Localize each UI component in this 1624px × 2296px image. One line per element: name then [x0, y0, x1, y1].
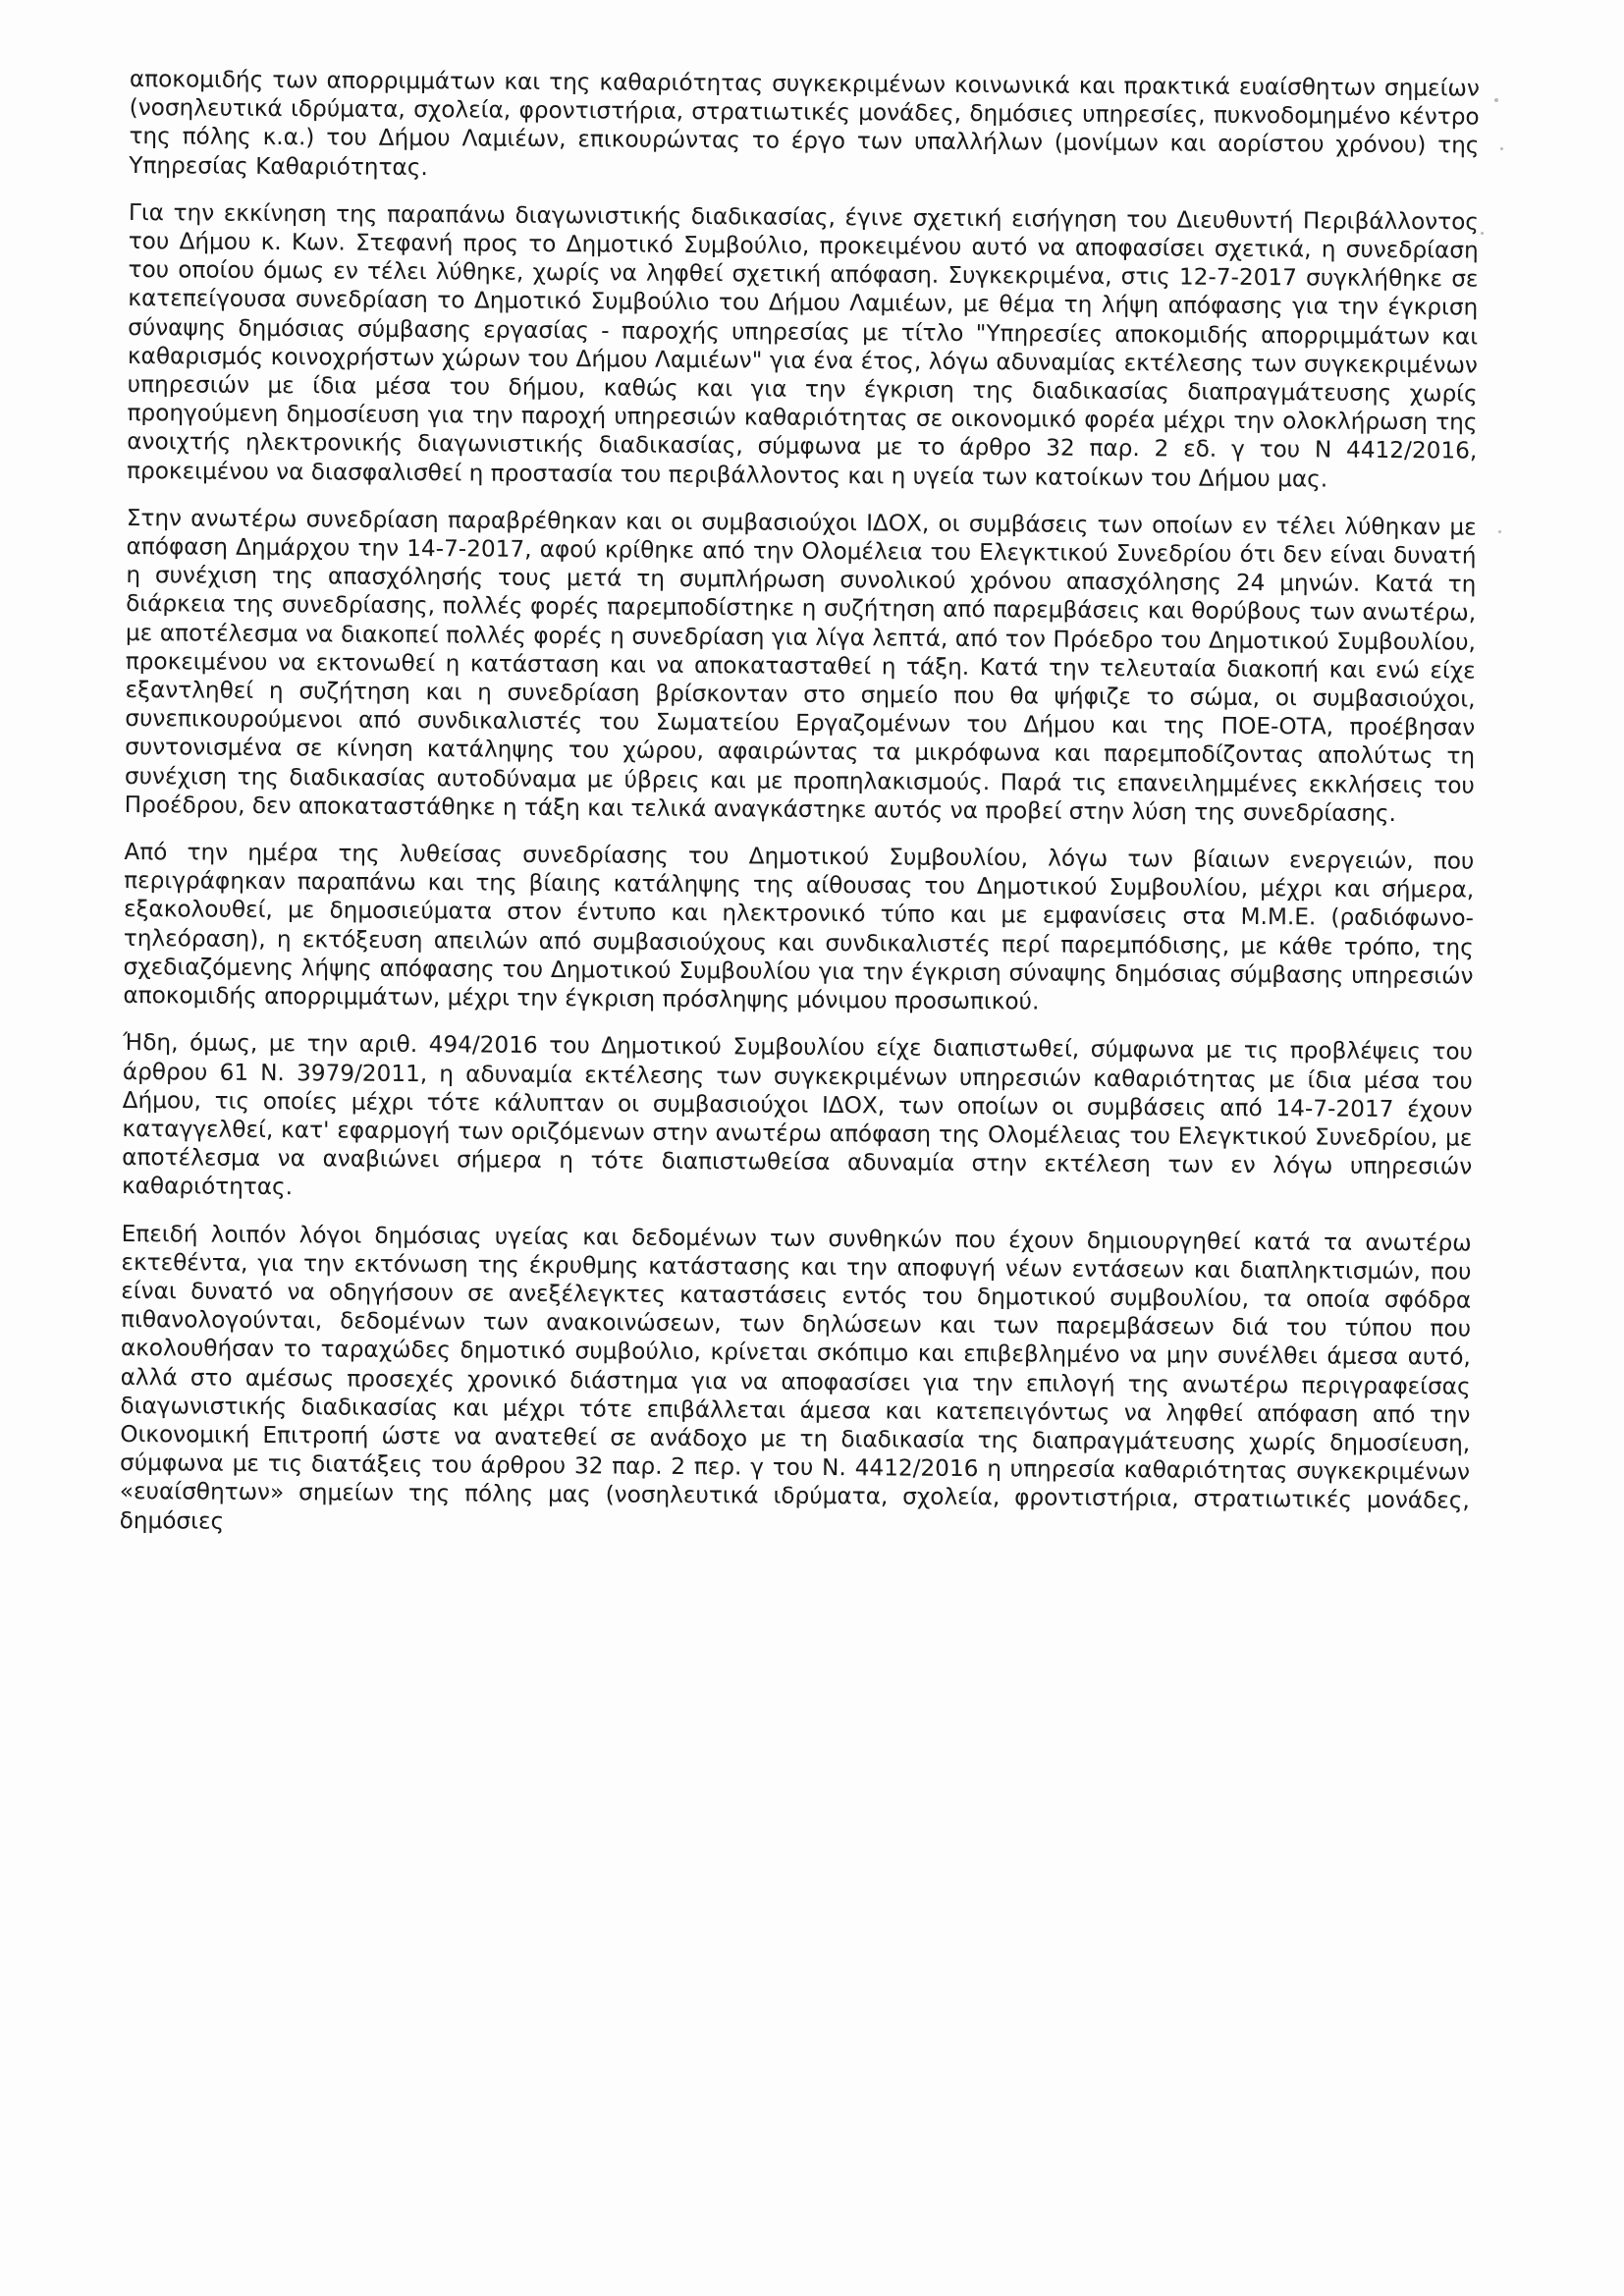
document-body: [119, 65, 1480, 1562]
scan-speck: [1481, 232, 1484, 235]
paragraph-4: Από την ημέρα της λυθείσας συνεδρίασης του Δημοτικού Συμβουλίου, λόγω των βίαιων ενεργειών, που περιγράφηκαν παραπάνω και της βίαιης κατάληψης της αίθουσας του Δημοτικού Συμβουλίου, μέχρι και σήμερα, εξακολουθεί, με δημοσιεύματα στον έντυπο και ηλεκτρονικό τύπο και με εμφανίσεις στα Μ.Μ.Ε. (ραδιόφωνο-τηλεόραση), η εκτόξευση απειλών από συμβασιούχους και συνδικαλιστές περί παρεμπόδισης, με κάθε τρόπο, της σχεδιαζόμενης λήψης απόφασης του Δημοτικού Συμβουλίου για την έγκριση σύναψης δημόσιας σύμβασης υπηρεσιών αποκομιδής απορριμμάτων, μέχρι την έγκριση πρόσληψης μόνιμου προσωπικού.: [123, 839, 1475, 1015]
scan-speck: [1494, 98, 1498, 102]
paragraph-5: Ήδη, όμως, με την αριθ. 494/2016 του Δημοτικού Συμβουλίου είχε διαπιστωθεί, σύμφωνα με τις προβλέψεις του άρθρου 61 Ν. 3979/2011, η αδυναμία εκτέλεσης των συγκεκριμένων υπηρεσιών καθαριότητας με ίδια μέσα του Δήμου, τις οποίες μέχρι τότε κάλυπταν οι συμβασιούχοι ΙΔΟΧ, των οποίων οι συμβάσεις από 14-7-2017 έχουν καταγγελθεί, κατ' εφαρμογή των οριζόμενων στην ανωτέρω απόφαση της Ολομέλειας του Ελεγκτικού Συνεδρίου, με αποτέλεσμα να αναβιώνει σήμερα η τότε διαπιστωθείσα αδυναμία στην εκτέλεση των εν λόγω υπηρεσιών καθαριότητας.: [121, 1029, 1474, 1201]
paragraph-3: Στην ανωτέρω συνεδρίαση παραβρέθηκαν και οι συμβασιούχοι ΙΔΟΧ, οι συμβάσεις των οποίων εν τέλει λύθηκαν με απόφαση Δημάρχου την 14-7-2017, αφού κρίθηκε από την Ολομέλεια του Ελεγκτικού Συνεδρίου ότι δεν είναι δυνατή η συνέχιση της απασχόλησής τους μετά τη συμπλήρωση συνολικού χρόνου απασχόλησης 24 μηνών. Κατά τη διάρκεια της συνεδρίασης, πολλές φορές παρεμποδίστηκε η συζήτηση από παρεμβάσεις και θορύβους των ανωτέρω, με αποτέλεσμα να διακοπεί πολλές φορές η συνεδρίαση για λίγα λεπτά, από τον Πρόεδρο του Δημοτικού Συμβουλίου, προκειμένου να εκτονωθεί η κατάσταση και να αποκατασταθεί η τάξη. Κατά την τελευταία διακοπή και ενώ είχε εξαντληθεί η συζήτηση και η συνεδρίαση βρίσκονταν στο σημείο που θα ψήφιζε το σώμα, οι συμβασιούχοι, συνεπικουρούμενοι από συνδικαλιστές του Σωματείου Εργαζομένων του Δήμου και της ΠΟΕ-ΟΤΑ, προέβησαν συντονισμένα σε κίνηση κατάληψης του χώρου, αφαιρώντας τα μικρόφωνα και παρεμποδίζοντας απολύτως τη συνέχιση της διαδικασίας αυτοδύναμα με ύβρεις και με προπηλακισμούς. Παρά τις επανειλημμένες εκκλήσεις του Προέδρου, δεν αποκαταστάθηκε η τάξη και τελικά αναγκάστηκε αυτός να προβεί στην λύση της συνεδρίασης.: [124, 504, 1477, 827]
paragraph-6: Επειδή λοιπόν λόγοι δημόσιας υγείας και δεδομένων των συνθηκών που έχουν δημιουργηθεί κατά τα ανωτέρω εκτεθέντα, για την εκτόνωση της έκρυθμης κατάστασης και την αποφυγή νέων εντάσεων και διαπληκτισμών, που είναι δυνατό να οδηγήσουν σε ανεξέλεγκτες καταστάσεις εντός του δημοτικού συμβουλίου, τα οποία σφόδρα πιθανολογούνται, δεδομένων των ανακοινώσεων, των δηλώσεων και των παρεμβάσεων διά του τύπου που ακολουθήσαν το ταραχώδες δημοτικό συμβούλιο, κρίνεται σκόπιμο και επιβεβλημένο να μην συνέλθει άμεσα αυτό, αλλά στο αμέσως προσεχές χρονικό διάστημα για να αποφασίσει για την επιλογή της ανωτέρω περιγραφείσας διαγωνιστικής διαδικασίας και μέχρι τότε επιβάλλεται άμεσα και κατεπειγόντως να ληφθεί απόφαση από την Οικονομική Επιτροπή ώστε να ανατεθεί σε ανάδοχο με τη διαδικασία της διαπραγμάτευσης χωρίς δημοσίευση, σύμφωνα με τις διατάξεις του άρθρου 32 παρ. 2 περ. γ του Ν. 4412/2016 η υπηρεσία καθαριότητας συγκεκριμένων «ευαίσθητων» σημείων της πόλης μας (νοσηλευτικά ιδρύματα, σχολεία, φροντιστήρια, στρατιωτικές μονάδες, δημόσιες: [119, 1220, 1472, 1535]
paragraph-1: αποκομιδής των απορριμμάτων και της καθαριότητας συγκεκριμένων κοινωνικά και πρακτικά ευαίσθητων σημείων (νοσηλευτικά ιδρύματα, σχολεία, φροντιστήρια, στρατιωτικές μονάδες, δημόσιες υπηρεσίες, πυκνοδομημένο κέντρο της πόλης κ.α.) του Δήμου Λαμιέων, επικουρώντας το έργο των υπαλλήλων (μονίμων και αορίστου χρόνου) της Υπηρεσίας Καθαριότητας.: [129, 65, 1480, 181]
scan-speck: [1500, 147, 1503, 150]
paragraph-2: Για την εκκίνηση της παραπάνω διαγωνιστικής διαδικασίας, έγινε σχετική εισήγηση του Διευθυντή Περιβάλλοντος του Δήμου κ. Κων. Στεφανή προς το Δημοτικό Συμβούλιο, προκειμένου αυτό να αποφασίσει σχετικά, η συνεδρίαση του οποίου όμως εν τέλει λύθηκε, χωρίς να ληφθεί σχετική απόφαση. Συγκεκριμένα, στις 12-7-2017 συγκλήθηκε σε κατεπείγουσα συνεδρίαση το Δημοτικό Συμβούλιο του Δήμου Λαμιέων, με θέμα τη λήψη απόφασης για την έγκριση σύναψης δημόσιας σύμβασης εργασίας - παροχής υπηρεσίας με τίτλο "Υπηρεσίες αποκομιδής απορριμμάτων και καθαρισμός κοινοχρήστων χώρων του Δήμου Λαμιέων" για ένα έτος, λόγω αδυναμίας εκτέλεσης των συγκεκριμένων υπηρεσιών με ίδια μέσα του δήμου, καθώς και για την έγκριση της διαδικασίας διαπραγμάτευσης χωρίς προηγούμενη δημοσίευση για την παροχή υπηρεσιών καθαριότητας σε οικονομικό φορέα μέχρι την ολοκλήρωση της ανοιχτής ηλεκτρονικής διαγωνιστικής διαδικασίας, σύμφωνα με το άρθρο 32 παρ. 2 εδ. γ του Ν 4412/2016, προκειμένου να διασφαλισθεί η προστασία του περιβάλλοντος και η υγεία των κατοίκων του Δήμου μας.: [127, 198, 1480, 493]
scan-speck: [1498, 530, 1501, 533]
